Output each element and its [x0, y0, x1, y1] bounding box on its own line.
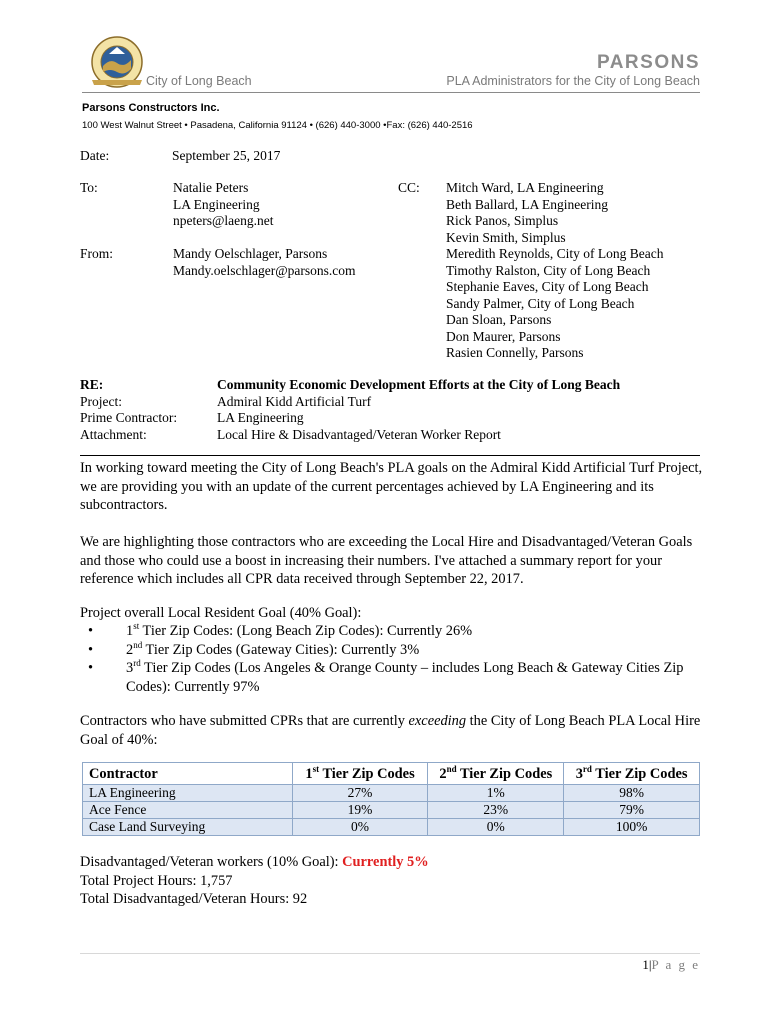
tier2-value: 1%	[428, 785, 564, 802]
company-address: 100 West Walnut Street • Pasadena, California 91124 • (626) 440-3000 •Fax: (626) 440-2516	[82, 120, 473, 131]
to-recipient	[173, 180, 274, 230]
cc-item: Beth Ballard, LA Engineering	[446, 196, 608, 212]
attachment-value: Local Hire & Disadvantaged/Veteran Worker Report	[217, 426, 501, 442]
from-email[interactable]: Mandy.oelschlager@parsons.com	[173, 262, 356, 278]
prime-contractor-label: Prime Contractor:	[80, 410, 178, 425]
contractor-name: LA Engineering	[83, 785, 293, 802]
exceeding-paragraph: Contractors who have submitted CPRs that are currently exceeding the City of Long Beach PLA Local Hire Goal of 40%:	[80, 713, 701, 748]
page-number: 1|P a g e	[642, 957, 700, 972]
re-label: RE:	[80, 377, 104, 392]
bullet-icon: •	[88, 660, 94, 676]
to-company: LA Engineering	[173, 196, 260, 212]
cc-list	[446, 180, 663, 362]
summary-block	[80, 853, 705, 909]
col-header-tier1: 1st Tier Zip Codes	[292, 763, 428, 785]
cc-item: Stephanie Eaves, City of Long Beach	[446, 279, 649, 294]
tier1-value: 27%	[292, 785, 428, 802]
intro-paragraph: In working toward meeting the City of Long Beach's PLA goals on the Admiral Kidd Artificial Turf Project, we are providing you with an update of the current percentages achieved by LA Engineering and its subcontractors.	[80, 460, 703, 513]
highlight-paragraph: We are highlighting those contractors who are exceeding the Local Hire and Disadvantaged/Veteran Goals and those who could use a boost in increasing their numbers. I've attached a summary report for your reference which includes all CPR data received through September 22, 2017.	[80, 534, 693, 587]
cc-item: Mitch Ward, LA Engineering	[446, 180, 604, 195]
re-subject: Community Economic Development Efforts at the City of Long Beach	[217, 377, 621, 392]
header-divider	[82, 92, 700, 93]
company-name: Parsons Constructors Inc.	[82, 102, 220, 114]
cc-item: Kevin Smith, Simplus	[446, 229, 566, 245]
cc-item: Meredith Reynolds, City of Long Beach	[446, 246, 664, 261]
header-tagline: PLA Administrators for the City of Long Beach	[446, 74, 700, 88]
prime-contractor-value: LA Engineering	[217, 410, 304, 425]
bullet-icon: •	[88, 641, 94, 658]
tier-goal-list	[86, 622, 716, 696]
to-email[interactable]: npeters@laeng.net	[173, 213, 274, 228]
to-name: Natalie Peters	[173, 180, 249, 195]
parsons-logo: PARSONS	[596, 52, 700, 73]
tier2-value: 0%	[428, 819, 564, 836]
re-values	[217, 377, 620, 443]
col-header-tier2: 2nd Tier Zip Codes	[428, 763, 564, 785]
tier3-value: 79%	[564, 802, 700, 819]
cc-item: Timothy Ralston, City of Long Beach	[446, 262, 651, 278]
cc-item: Dan Sloan, Parsons	[446, 312, 552, 327]
tier1-value: 0%	[292, 819, 428, 836]
from-label: From:	[80, 246, 114, 261]
table-row	[83, 785, 700, 802]
from-sender	[173, 246, 356, 279]
table-row	[83, 802, 700, 819]
list-item: • 3rd Tier Zip Codes (Los Angeles & Orange County – includes Long Beach & Gateway Cities Zip Codes): Currently 97%	[88, 658, 684, 695]
cc-label: CC:	[398, 180, 420, 195]
dv-goal-line: Disadvantaged/Veteran workers (10% Goal): Currently 5%	[80, 854, 429, 870]
contractor-table	[82, 762, 700, 836]
cc-item: Don Maurer, Parsons	[446, 328, 561, 344]
tier3-value: 98%	[564, 785, 700, 802]
col-header-tier3: 3rd Tier Zip Codes	[564, 763, 700, 785]
list-item: • 1st Tier Zip Codes: (Long Beach Zip Codes): Currently 26%	[88, 621, 473, 639]
re-labels	[80, 377, 177, 443]
bullet-icon: •	[88, 623, 94, 639]
project-label: Project:	[80, 393, 122, 409]
table-row	[83, 819, 700, 836]
list-item: • 2nd Tier Zip Codes (Gateway Cities): Currently 3%	[88, 639, 420, 658]
dv-current-value: Currently 5%	[342, 854, 429, 870]
table-header-row	[83, 763, 700, 785]
cc-item: Sandy Palmer, City of Long Beach	[446, 295, 635, 311]
body-divider	[80, 455, 700, 456]
cc-item: Rick Panos, Simplus	[446, 213, 559, 228]
total-project-hours: Total Project Hours: 1,757	[80, 872, 233, 889]
city-seal-logo	[82, 36, 152, 88]
tier1-value: 19%	[292, 802, 428, 819]
to-label: To:	[80, 180, 98, 195]
contractor-name: Ace Fence	[83, 802, 293, 819]
tier3-value: 100%	[564, 819, 700, 836]
tier2-value: 23%	[428, 802, 564, 819]
date-value: September 25, 2017	[172, 148, 281, 163]
cc-item: Rasien Connelly, Parsons	[446, 345, 584, 360]
total-dv-hours: Total Disadvantaged/Veteran Hours: 92	[80, 891, 308, 907]
col-header-contractor: Contractor	[83, 763, 293, 785]
project-value: Admiral Kidd Artificial Turf	[217, 393, 372, 409]
contractor-name: Case Land Surveying	[83, 819, 293, 836]
from-name: Mandy Oelschlager, Parsons	[173, 246, 328, 261]
date-label: Date:	[80, 148, 110, 163]
exceeding-emphasis: exceeding	[408, 713, 467, 729]
footer-divider	[80, 953, 700, 954]
attachment-label: Attachment:	[80, 426, 147, 442]
city-label: City of Long Beach	[146, 74, 252, 88]
goal-heading: Project overall Local Resident Goal (40% Goal):	[80, 605, 362, 621]
